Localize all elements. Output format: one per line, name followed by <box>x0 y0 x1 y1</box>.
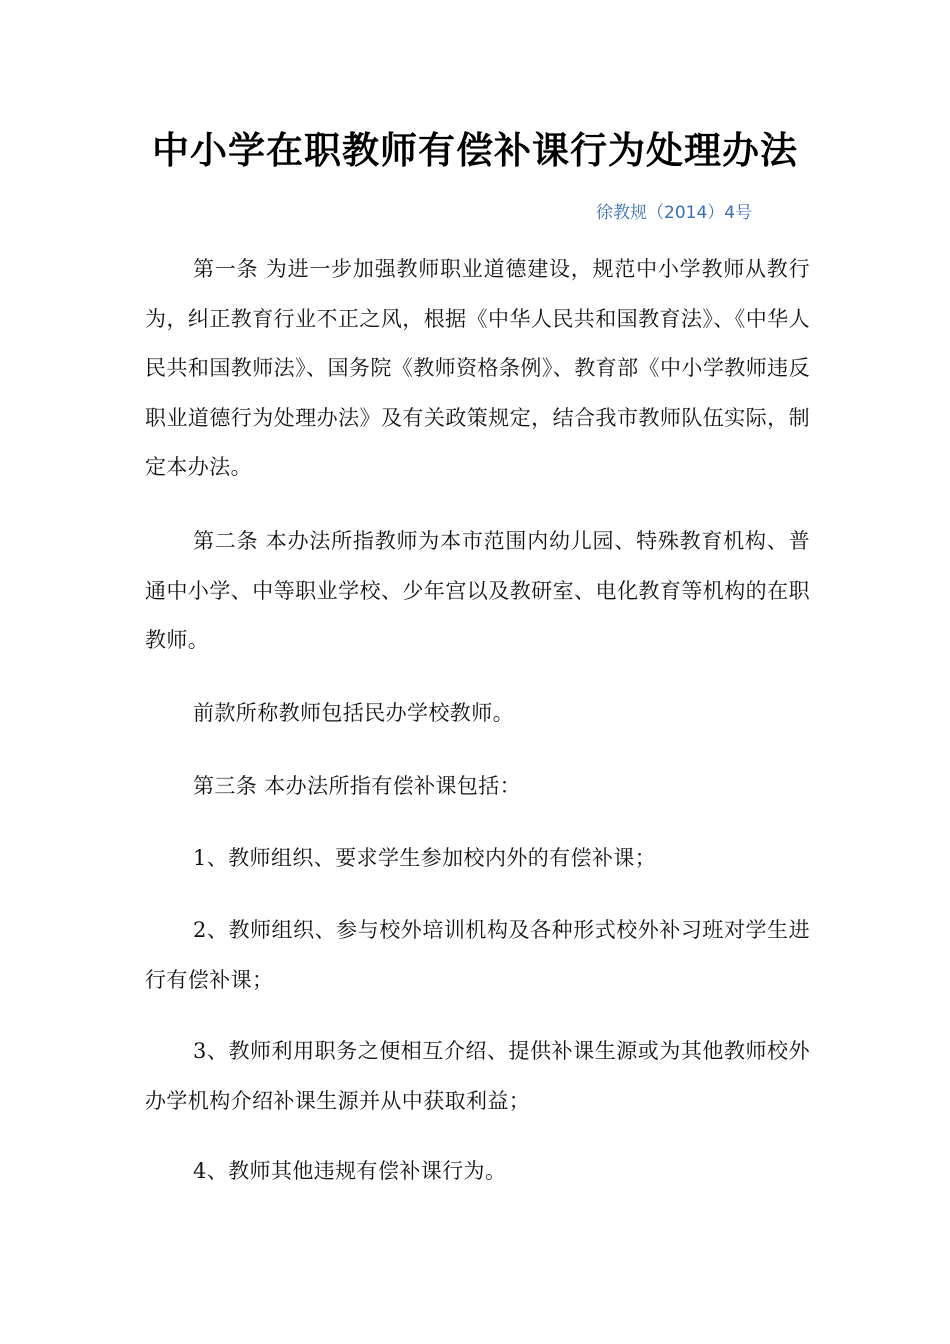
article-3-paragraph: 第三条 本办法所指有偿补课包括： <box>193 774 522 798</box>
list-item-1: 1、教师组织、要求学生参加校内外的有偿补课； <box>193 846 657 870</box>
document-number: 徐教规（2014）4号 <box>596 203 753 223</box>
article-1-paragraph: 第一条 为进一步加强教师职业道德建设，规范中小学教师从教行为，纠正教育行业不正之风，根据《中华人民共和国教育法》、《中华人民共和国教师法》、国务院《教师资格条例》、教育部《中小学教师违反职业道德行为处理办法》及有关政策规定，结合我市教师队伍实际，制定本办法。 <box>145 257 810 479</box>
article-2-note-paragraph: 前款所称教师包括民办学校教师。 <box>193 701 514 725</box>
document-title: 中小学在职教师有偿补课行为处理办法 <box>152 128 798 172</box>
list-item-4: 4、教师其他违规有偿补课行为。 <box>193 1159 507 1183</box>
list-item-2: 2、教师组织、参与校外培训机构及各种形式校外补习班对学生进行有偿补课； <box>145 918 810 992</box>
list-item-3: 3、教师利用职务之便相互介绍、提供补课生源或为其他教师校外办学机构介绍补课生源并从中获取利益； <box>145 1039 810 1113</box>
article-2-paragraph: 第二条 本办法所指教师为本市范围内幼儿园、特殊教育机构、普通中小学、中等职业学校、少年宫以及教研室、电化教育等机构的在职教师。 <box>145 529 810 652</box>
